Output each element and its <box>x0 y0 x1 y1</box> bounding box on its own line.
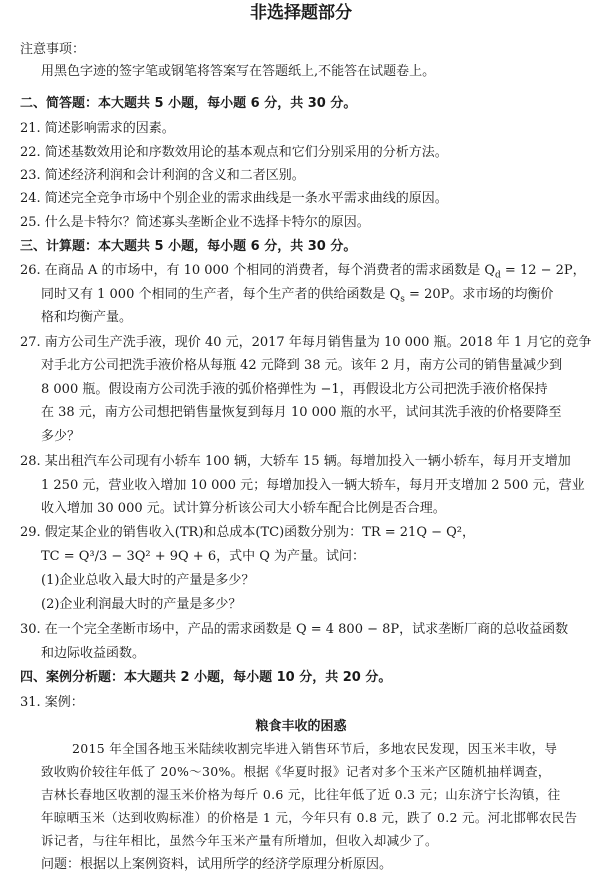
section2-heading: 二、简答题：本大题共 5 小题，每小题 6 分，共 30 分。 <box>20 96 357 111</box>
question-24: 24. 简述完全竞争市场中个别企业的需求曲线是一条水平需求曲线的原因。 <box>20 191 448 206</box>
question-27-line-2: 对手北方公司把洗手液价格从每瓶 42 元降到 38 元。该年 2 月，南方公司的销售量减少到 <box>41 358 563 373</box>
case-line-2: 致收购价较往年低了 20%～30%。根据《华夏时报》记者对多个玉米产区随机抽样调查， <box>41 764 551 779</box>
question-23: 23. 简述经济利润和会计利润的含义和二者区别。 <box>20 168 305 183</box>
question-27-line-3: 8 000 瓶。假设南方公司洗手液的弧价格弹性为 −1，再假设北方公司把洗手液价格保持 <box>41 382 548 397</box>
notice-heading: 注意事项： <box>20 42 86 57</box>
question-22: 22. 简述基数效用论和序数效用论的基本观点和它们分别采用的分析方法。 <box>20 145 448 160</box>
question-26-line-2: 同时又有 1 000 个相同的生产者，每个生产者的供给函数是 $Q_s = 20P$。求市场的均衡价 <box>41 287 554 305</box>
question-26-line-1: 26. 在商品 A 的市场中，有 10 000 个相同的消费者，每个消费者的需求函数是 $Q_d = 12 - 2P$， <box>20 263 586 281</box>
question-29-sub-1: (1)企业总收入最大时的产量是多少？ <box>41 573 255 588</box>
case-line-1: 2015 年全国各地玉米陆续收割完毕进入销售环节后，多地农民发现，因玉米丰收，导 <box>72 741 558 756</box>
case-line-5: 诉记者，与往年相比，虽然今年玉米产量有所增加，但收入却减少了。 <box>41 833 438 848</box>
question-28-line-1: 28. 某出租汽车公司现有小轿车 100 辆，大轿车 15 辆。每增加投入一辆小轿车，每月开支增加 <box>20 454 571 469</box>
page-title: 非选择题部分 <box>250 3 352 23</box>
question-26-line-3: 格和均衡产量。 <box>41 310 133 325</box>
question-29-sub-2: (2)企业利润最大时的产量是多少？ <box>41 597 242 612</box>
case-line-4: 年晾晒玉米（达到收购标准）的价格是 1 元，今年只有 0.8 元，跌了 0.2 元。河北邯郸农民告 <box>41 810 578 825</box>
question-28-line-3: 收入增加 30 000 元。试计算分析该公司大小轿车配合比例是否合理。 <box>41 501 446 516</box>
section3-heading: 三、计算题：本大题共 5 小题，每小题 6 分，共 30 分。 <box>20 239 357 254</box>
question-29-line-1: 29. 假定某企业的销售收入(TR)和总成本(TC)函数分别为：TR = 21Q − Q²， <box>20 525 476 540</box>
question-28-line-2: 1 250 元，营业收入增加 10 000 元；每增加投入一辆大轿车，每月开支增加 2 500 元，营业 <box>41 478 585 493</box>
question-21: 21. 简述影响需求的因素。 <box>20 121 175 136</box>
question-27-line-5: 多少？ <box>41 429 81 444</box>
question-29-line-2: TC = Q³/3 − 3Q² + 9Q + 6，式中 Q 为产量。试问： <box>41 549 366 564</box>
question-30-line-2: 和边际收益函数。 <box>41 646 146 661</box>
question-31-label: 31. 案例： <box>20 695 84 710</box>
question-27-line-4: 在 38 元，南方公司想把销售量恢复到每月 10 000 瓶的水平，试问其洗手液的价格要降至 <box>41 405 562 420</box>
question-27-line-1: 27. 南方公司生产洗手液，现价 40 元，2017 年每月销售量为 10 000 瓶。2018 年 1 月它的竞争 <box>20 335 592 350</box>
section4-heading: 四、案例分析题：本大题共 2 小题，每小题 10 分，共 20 分。 <box>20 670 392 685</box>
question-30-line-1: 30. 在一个完全垄断市场中，产品的需求函数是 Q = 4 800 − 8P，试求垄断厂商的总收益函数 <box>20 622 569 637</box>
question-25: 25. 什么是卡特尔？简述寡头垄断企业不选择卡特尔的原因。 <box>20 215 370 230</box>
case-title: 粮食丰收的困惑 <box>255 719 347 734</box>
case-line-3: 吉林长春地区收割的湿玉米价格为每斤 0.6 元，比往年低了近 0.3 元；山东济宁长沟镇，往 <box>41 787 561 802</box>
case-question: 问题：根据以上案例资料，试用所学的经济学原理分析原因。 <box>41 857 393 872</box>
notice-text: 用黑色字迹的签字笔或钢笔将答案写在答题纸上,不能答在试题卷上。 <box>41 64 436 79</box>
